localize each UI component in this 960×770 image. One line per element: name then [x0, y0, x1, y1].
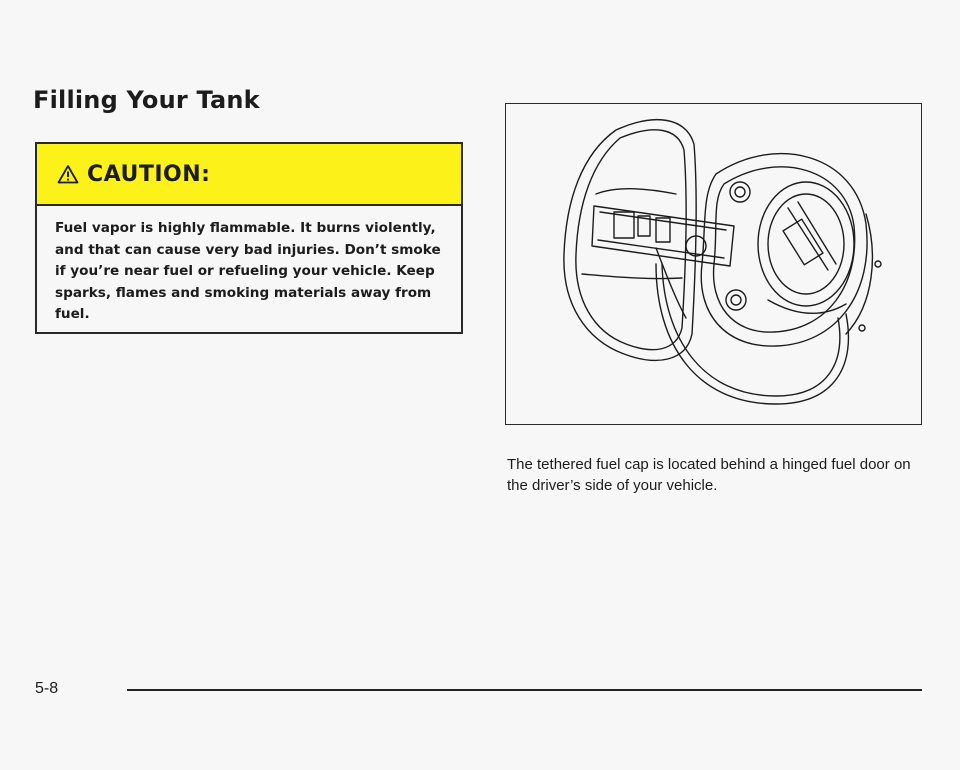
caution-box [35, 142, 463, 334]
fuel-door-illustration [506, 104, 920, 423]
page-number: 5-8 [35, 680, 59, 697]
figure-caption: The tethered fuel cap is located behind a hinged fuel door on the driver’s side of your vehicle. [507, 456, 911, 494]
caution-header [37, 144, 461, 206]
footer-rule [127, 689, 922, 691]
caution-text: Fuel vapor is highly flammable. It burns violently, and that can cause very bad injuries. Don’t smoke if you’re near fuel or refueling your vehicle. Keep sparks, flames and smoking materials away from fuel. [55, 220, 441, 322]
fuel-door-figure [505, 103, 922, 425]
caution-label: CAUTION: [87, 161, 211, 187]
warning-triangle-icon [57, 164, 79, 184]
page-title: Filling Your Tank [33, 86, 260, 114]
